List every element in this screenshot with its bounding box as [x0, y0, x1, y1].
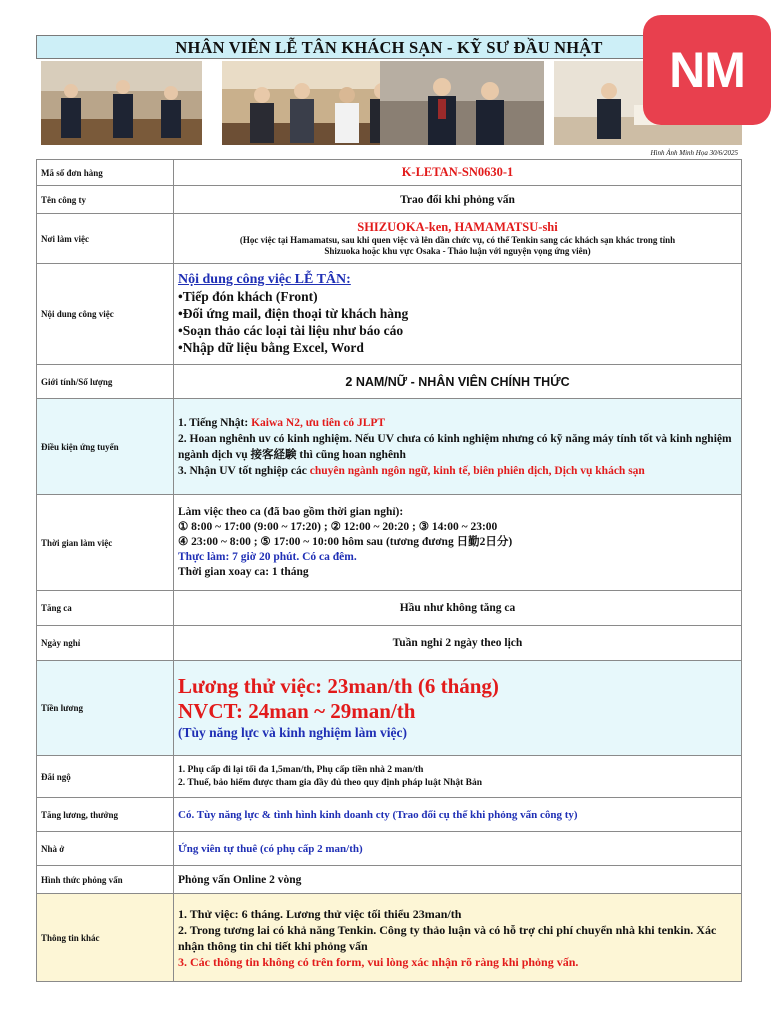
job-item: •Đối ứng mail, điện thoại từ khách hàng: [178, 306, 409, 321]
salary-label: Tiền lương: [37, 661, 174, 756]
table-row-overtime: [37, 591, 742, 626]
overtime-label: Tăng ca: [37, 591, 174, 626]
requirement-3-detail: chuyên ngành ngôn ngữ, kinh tế, biên phiên dịch, Dịch vụ khách sạn: [309, 464, 645, 477]
benefit-1: 1. Phụ cấp đi lại tối đa 1,5man/th, Phụ cấp tiền nhà 2 man/th: [178, 764, 424, 775]
hours-line-4: Thực làm: 7 giờ 20 phút. Có ca đêm.: [178, 551, 357, 563]
requirements-value: [174, 399, 742, 495]
table-row-gender: [37, 365, 742, 399]
location-note-1: (Học việc tại Hamamatsu, sau khi quen việc và lên dần chức vụ, có thể Tenkin sang các khách sạn khác trong tỉnh: [239, 235, 676, 245]
requirement-1: [178, 415, 737, 431]
table-row-location: [37, 214, 742, 264]
hotel-reception-photo-1: [41, 61, 202, 145]
job-value: [174, 264, 742, 365]
hours-line-2: ① 8:00 ~ 17:00 (9:00 ~ 17:20) ; ② 12:00 ~ 20:20 ; ③ 14:00 ~ 23:00: [178, 521, 498, 533]
salary-trial: Lương thử việc: 23man/th (6 tháng): [178, 674, 499, 698]
company-label: Tên công ty: [37, 186, 174, 214]
benefits-label: Đãi ngộ: [37, 756, 174, 798]
photo-strip: [36, 61, 742, 147]
image-caption: Hình Ảnh Minh Họa 30/6/2025: [650, 149, 738, 157]
salary-note: (Tùy năng lực và kinh nghiệm làm việc): [178, 725, 407, 740]
job-item: •Soạn thảo các loại tài liệu như báo cáo: [178, 323, 404, 338]
housing-value: Ứng viên tự thuê (có phụ cấp 2 man/th): [174, 832, 742, 866]
gender-value: 2 NAM/NỮ - NHÂN VIÊN CHÍNH THỨC: [174, 365, 742, 399]
requirement-1-prefix: 1. Tiếng Nhật:: [178, 416, 252, 429]
other-line-1: 1. Thử việc: 6 tháng. Lương thử việc tối thiểu 23man/th: [178, 906, 462, 921]
hours-label: Thời gian làm việc: [37, 495, 174, 591]
table-row-raise: [37, 798, 742, 832]
job-sheet: [36, 35, 742, 982]
table-row-company: [37, 186, 742, 214]
table-row-order-code: [37, 160, 742, 186]
hours-line-5: Thời gian xoay ca: 1 tháng: [178, 566, 309, 578]
location-note-2: Shizuoka hoặc khu vực Osaka - Thảo luận với nguyện vọng ứng viên): [324, 246, 591, 256]
raise-label: Tăng lương, thưởng: [37, 798, 174, 832]
job-item: •Tiếp đón khách (Front): [178, 289, 318, 304]
job-title: Nội dung công việc LỄ TÂN:: [178, 272, 351, 287]
other-label: Thông tin khác: [37, 894, 174, 982]
table-row-holidays: [37, 626, 742, 661]
benefit-2: 2. Thuế, bảo hiểm được tham gia đầy đủ theo quy định pháp luật Nhật Bản: [178, 777, 483, 788]
order-code-value: K-LETAN-SN0630-1: [174, 160, 742, 186]
interview-label: Hình thức phỏng vấn: [37, 866, 174, 894]
table-row-requirements: [37, 399, 742, 495]
requirement-1-detail: Kaiwa N2, ưu tiên có JLPT: [251, 416, 386, 429]
benefits-value: [174, 756, 742, 798]
hours-value: [174, 495, 742, 591]
location-main: SHIZUOKA-ken, HAMAMATSU-shi: [357, 220, 558, 234]
hotel-reception-photo-3: [380, 61, 544, 145]
job-details-table: [36, 159, 742, 982]
table-row-interview: [37, 866, 742, 894]
holidays-label: Ngày nghỉ: [37, 626, 174, 661]
other-value: [174, 894, 742, 982]
requirement-2: 2. Hoan nghênh uv có kinh nghiệm. Nếu UV chưa có kinh nghiệm nhưng có kỹ năng máy tính tốt và kinh nghiệm ngành dịch vụ 接客経験 thì cũng hoan nghênh: [178, 432, 732, 461]
other-line-3: 3. Các thông tin không có trên form, vui lòng xác nhận rõ ràng khi phỏng vấn.: [178, 954, 579, 969]
table-row-hours: [37, 495, 742, 591]
job-item: •Nhập dữ liệu bằng Excel, Word: [178, 340, 364, 355]
salary-official: NVCT: 24man ~ 29man/th: [178, 699, 416, 723]
raise-value: Có. Tùy năng lực & tình hình kinh doanh cty (Trao đổi cụ thể khi phỏng vấn công ty): [174, 798, 742, 832]
order-code-label: Mã số đơn hàng: [37, 160, 174, 186]
overtime-value: Hầu như không tăng ca: [174, 591, 742, 626]
other-line-2: 2. Trong tương lai có khả năng Tenkin. Công ty thảo luận và có hỗ trợ chi phí chuyển nhà khi tenkin. Xác nhận thông tin chi tiết khi phỏng vấn: [178, 922, 717, 953]
location-label: Nơi làm việc: [37, 214, 174, 264]
requirement-3: [178, 463, 737, 479]
table-row-other: [37, 894, 742, 982]
table-row-job: [37, 264, 742, 365]
nm-logo: NM: [643, 15, 771, 125]
company-value: Trao đổi khi phỏng vấn: [174, 186, 742, 214]
housing-label: Nhà ở: [37, 832, 174, 866]
hours-line-3: ④ 23:00 ~ 8:00 ; ⑤ 17:00 ~ 10:00 hôm sau (tương đương 日勤2日分): [178, 536, 513, 548]
job-label: Nội dung công việc: [37, 264, 174, 365]
table-row-benefits: [37, 756, 742, 798]
gender-label: Giới tính/Số lượng: [37, 365, 174, 399]
table-row-housing: [37, 832, 742, 866]
requirement-3-prefix: 3. Nhận UV tốt nghiệp các: [178, 464, 310, 477]
holidays-value: Tuần nghỉ 2 ngày theo lịch: [174, 626, 742, 661]
location-value: [174, 214, 742, 264]
salary-value: [174, 661, 742, 756]
requirements-label: Điều kiện ứng tuyển: [37, 399, 174, 495]
interview-value: Phỏng vấn Online 2 vòng: [174, 866, 742, 894]
hours-line-1: Làm việc theo ca (đã bao gồm thời gian nghỉ):: [178, 506, 404, 518]
page-title: NHÂN VIÊN LỄ TÂN KHÁCH SẠN - KỸ SƯ ĐẦU NHẬT: [36, 35, 742, 59]
table-row-salary: [37, 661, 742, 756]
